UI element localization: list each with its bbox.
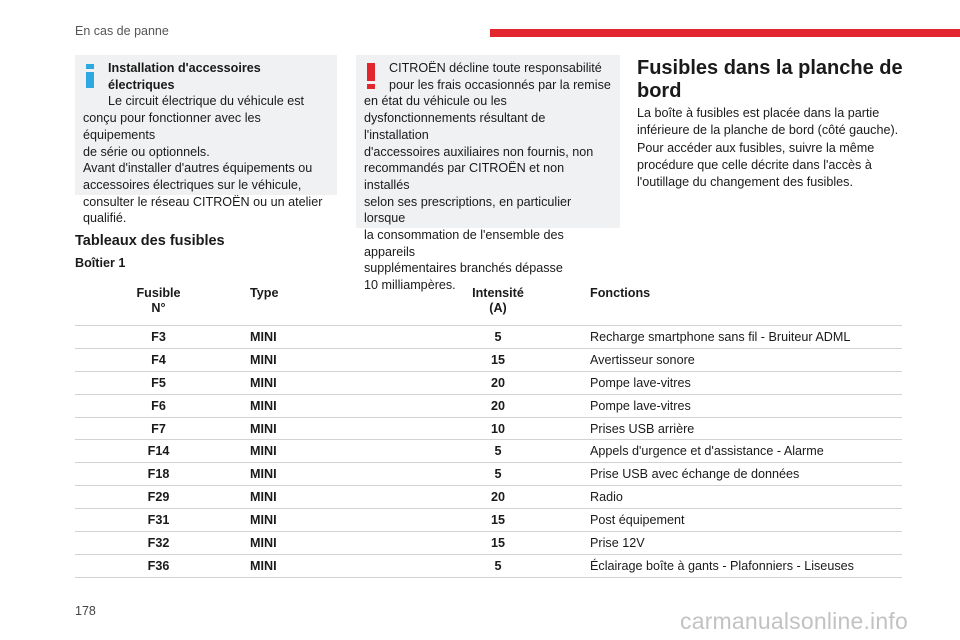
warning-box-line: pour les frais occasionnés par la remise: [389, 77, 611, 92]
header-title: En cas de panne: [75, 24, 169, 38]
box-heading: Boîtier 1: [75, 256, 126, 270]
warning-box: [356, 55, 620, 293]
table-row: F32 MINI 15 Prise 12V: [75, 532, 902, 555]
warning-box-line: selon ses prescriptions, en particulier lorsque: [364, 194, 572, 226]
info-box-line: qualifié.: [83, 211, 127, 226]
header-fuse: Fusible N°: [75, 281, 242, 326]
table-header-row: [75, 281, 902, 326]
warning-box-line: en état du véhicule ou les: [364, 94, 507, 109]
header-accent-bar: [490, 29, 960, 37]
tables-heading: Tableaux des fusibles: [75, 233, 225, 249]
table-row: F6 MINI 20 Pompe lave-vitres: [75, 394, 902, 417]
warning-box-line: 10 milliampères.: [364, 278, 456, 293]
warning-box-line: CITROËN décline toute responsabilité: [389, 61, 602, 75]
info-box-line: conçu pour fonctionner avec les équipements: [83, 111, 261, 142]
warning-box-line: supplémentaires branchés dépasse: [364, 261, 563, 276]
header-type: Type: [242, 281, 416, 326]
fuse-table: [75, 281, 902, 578]
header-functions: Fonctions: [580, 281, 902, 326]
table-row: F4 MINI 15 Avertisseur sonore: [75, 348, 902, 371]
warning-box-line: d'accessoires auxiliaires non fournis, non: [364, 144, 594, 159]
warning-box-line: la consommation de l'ensemble des appareils: [364, 228, 564, 259]
header-amps: Intensité (A): [416, 281, 580, 326]
info-box-line: Avant d'installer d'autres équipements ou: [83, 161, 313, 176]
info-box-line: de série ou optionnels.: [83, 144, 210, 159]
info-box-line: Le circuit électrique du véhicule est: [108, 94, 305, 109]
warning-box-line: recommandés par CITROËN et non installés: [364, 161, 565, 192]
info-box-line: consulter le réseau CITROËN ou un atelier: [83, 194, 323, 209]
table-row: F36 MINI 5 Éclairage boîte à gants - Plafonniers - Liseuses: [75, 554, 902, 577]
warning-box-line: dysfonctionnements résultant de l'installation: [364, 111, 546, 142]
info-box-line: accessoires électriques sur le véhicule,: [83, 177, 302, 192]
table-row: F7 MINI 10 Prises USB arrière: [75, 417, 902, 440]
page-number: 178: [75, 604, 96, 618]
info-box: [75, 55, 337, 226]
section-body: La boîte à fusibles est placée dans la partie inférieure de la planche de bord (côté gauche). Pour accéder aux fusibles, suivre la même procédure que celle décrite dans l'accès à l'outillage du changement des fusibles.: [637, 106, 899, 190]
table-row: F3 MINI 5 Recharge smartphone sans fil - Bruiteur ADML: [75, 326, 902, 349]
table-row: F14 MINI 5 Appels d'urgence et d'assistance - Alarme: [75, 440, 902, 463]
table-row: F31 MINI 15 Post équipement: [75, 509, 902, 532]
info-box-title: Installation d'accessoires électriques: [108, 61, 261, 92]
table-row: F29 MINI 20 Radio: [75, 486, 902, 509]
watermark: carmanualsonline.info: [680, 608, 908, 634]
table-row: F5 MINI 20 Pompe lave-vitres: [75, 371, 902, 394]
table-row: F18 MINI 5 Prise USB avec échange de données: [75, 463, 902, 486]
section-title: Fusibles dans la planche de bord: [637, 57, 903, 102]
